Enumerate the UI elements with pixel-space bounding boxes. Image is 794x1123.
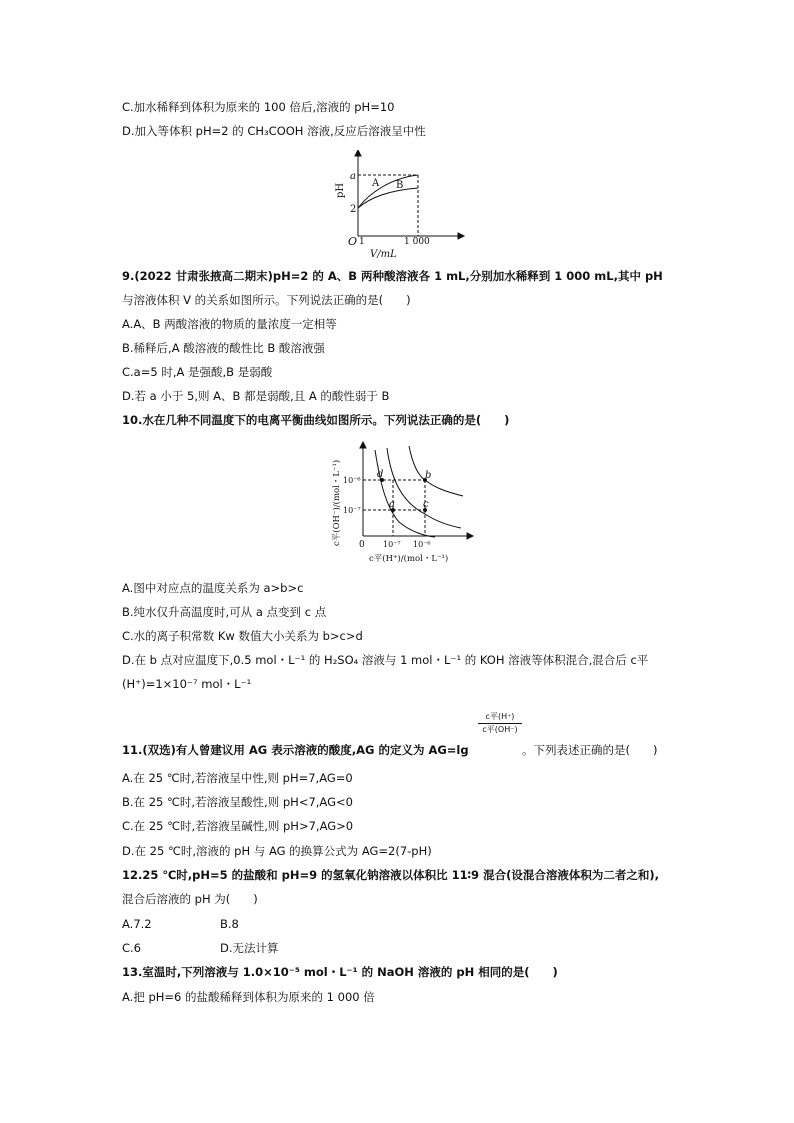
q10-option-d-line2: (H⁺)=1×10⁻⁷ mol・L⁻¹ xyxy=(122,677,252,691)
q9-option-a: A.A、B 两酸溶液的物质的量浓度一定相等 xyxy=(122,317,337,331)
q9-option-b: B.稀释后,A 酸溶液的酸性比 B 酸溶液强 xyxy=(122,341,325,355)
fig2-xtick-lo: 10⁻⁷ xyxy=(383,540,401,549)
q8-option-d: D.加入等体积 pH=2 的 CH₃COOH 溶液,反应后溶液呈中性 xyxy=(122,124,426,138)
q10-option-d-line1: D.在 b 点对应温度下,0.5 mol・L⁻¹ 的 H₂SO₄ 溶液与 1 mol・L⁻¹ 的 KOH 溶液等体积混合,混合后 c平 xyxy=(122,653,649,667)
q9-option-d: D.若 a 小于 5,则 A、B 都是弱酸,且 A 的酸性弱于 B xyxy=(122,389,390,403)
q11-fraction-denominator: c平(OH⁻) xyxy=(482,725,518,734)
q11-fraction-bar xyxy=(478,723,522,724)
fig1-ytick-a: a xyxy=(350,171,356,182)
fig2-point-a: a xyxy=(389,499,395,510)
q12-stem-line2: 混合后溶液的 pH 为( ) xyxy=(122,892,258,906)
ph-dilution-figure xyxy=(330,150,470,265)
q11-stem-right: 。下列表述正确的是( ) xyxy=(522,743,658,757)
q11-option-a: A.在 25 ℃时,若溶液呈中性,则 pH=7,AG=0 xyxy=(122,771,353,785)
q13-stem: 13.室温时,下列溶液与 1.0×10⁻⁵ mol・L⁻¹ 的 NaOH 溶液的 pH 相同的是( ) xyxy=(122,965,558,979)
fig2-point-d: d xyxy=(377,469,384,480)
q11-ag-fraction xyxy=(478,712,522,735)
fig2-ytick-hi: 10⁻⁶ xyxy=(343,476,361,485)
fig1-ytick-2: 2 xyxy=(350,204,357,215)
q8-option-c: C.加水稀释到体积为原来的 100 倍后,溶液的 pH=10 xyxy=(122,100,395,114)
fig1-xtick-1: 1 xyxy=(359,237,365,247)
fig1-ylabel: pH xyxy=(335,182,346,198)
fig1-curve-b: B xyxy=(396,180,404,191)
q10-option-b: B.纯水仅升高温度时,可从 a 点变到 c 点 xyxy=(122,605,327,619)
fig2-point-c: c xyxy=(423,499,429,510)
q13-option-a: A.把 pH=6 的盐酸稀释到体积为原来的 1 000 倍 xyxy=(122,990,375,1004)
fig2-ylabel: c平(OH⁻)/(mol・L⁻¹) xyxy=(332,459,342,546)
q9-option-c: C.a=5 时,A 是强酸,B 是弱酸 xyxy=(122,365,273,379)
fig2-origin: 0 xyxy=(359,540,365,550)
q10-option-a: A.图中对应点的温度关系为 a>b>c xyxy=(122,581,304,595)
fig2-xlabel: c平(H⁺)/(mol・L⁻¹) xyxy=(369,554,449,564)
fig1-origin: O xyxy=(348,235,358,248)
fig2-point-b: b xyxy=(425,470,432,481)
q12-option-b: B.8 xyxy=(220,917,239,931)
q9-stem-line2: 与溶液体积 V 的关系如图所示。下列说法正确的是( ) xyxy=(122,293,411,307)
fig1-xlabel: V/mL xyxy=(370,249,397,260)
q11-option-b: B.在 25 ℃时,若溶液呈酸性,则 pH<7,AG<0 xyxy=(122,795,353,809)
q12-option-c: C.6 xyxy=(122,941,142,955)
water-ionization-figure xyxy=(325,438,475,573)
q11-fraction-numerator: c平(H⁺) xyxy=(485,712,515,721)
fig2-xtick-hi: 10⁻⁶ xyxy=(413,540,431,549)
fig2-ytick-lo: 10⁻⁷ xyxy=(343,506,361,515)
fig1-xtick-1000: 1 000 xyxy=(404,237,430,247)
q11-option-d: D.在 25 ℃时,溶液的 pH 与 AG 的换算公式为 AG=2(7-pH) xyxy=(122,844,432,858)
q12-option-d: D.无法计算 xyxy=(220,941,279,955)
fig1-curve-a: A xyxy=(372,178,380,189)
q10-option-c: C.水的离子积常数 Kw 数值大小关系为 b>c>d xyxy=(122,629,363,643)
q12-stem-line1: 12.25 ℃时,pH=5 的盐酸和 pH=9 的氢氧化钠溶液以体积比 11∶9 混合(设混合溶液体积为二者之和), xyxy=(122,868,659,882)
q12-option-a: A.7.2 xyxy=(122,917,152,931)
q9-stem-line1: 9.(2022 甘肃张掖高二期末)pH=2 的 A、B 两种酸溶液各 1 mL,分别加水稀释到 1 000 mL,其中 pH xyxy=(122,269,663,283)
q11-stem-left: 11.(双选)有人曾建议用 AG 表示溶液的酸度,AG 的定义为 AG=lg xyxy=(122,743,469,757)
q11-option-c: C.在 25 ℃时,若溶液呈碱性,则 pH>7,AG>0 xyxy=(122,819,354,833)
q10-stem: 10.水在几种不同温度下的电离平衡曲线如图所示。下列说法正确的是( ) xyxy=(122,413,510,427)
